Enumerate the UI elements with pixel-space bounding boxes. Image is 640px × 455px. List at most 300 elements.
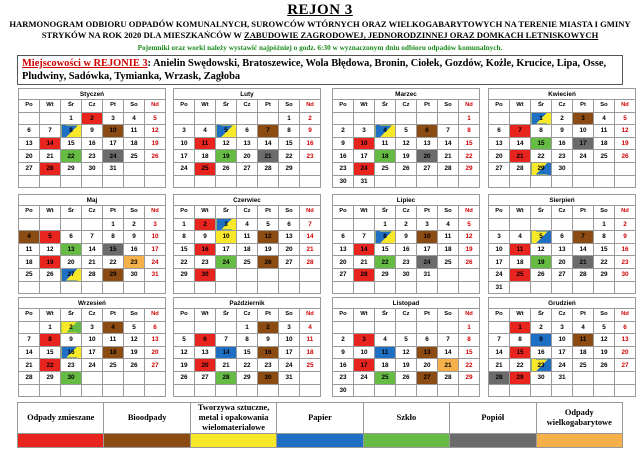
month-name: Wrzesień — [19, 298, 166, 309]
weekday-header: Śr — [375, 309, 396, 322]
weekday-header: Pt — [103, 100, 124, 113]
weekday-header: Pt — [103, 206, 124, 219]
month-name: Marzec — [333, 89, 480, 100]
weekday-header: So — [124, 100, 145, 113]
day-cell: 18 — [300, 346, 321, 359]
day-cell: 5 — [216, 125, 237, 138]
day-cell: 8 — [510, 334, 531, 347]
legend-label: Tworzywa sztuczne, metal i opakowania wielomateriałowe — [190, 403, 276, 434]
weekday-header: Cz — [237, 206, 258, 219]
day-cell: 19 — [459, 243, 480, 256]
day-cell: 4 — [594, 112, 615, 125]
day-cell: 29 — [531, 162, 552, 175]
day-cell: 20 — [417, 150, 438, 163]
weekday-header: Wt — [354, 100, 375, 113]
day-cell: 8 — [174, 231, 195, 244]
day-cell: 30 — [615, 268, 636, 281]
day-cell: 12 — [124, 334, 145, 347]
day-cell: 7 — [40, 125, 61, 138]
day-cell: 21 — [216, 359, 237, 372]
day-cell: 10 — [417, 231, 438, 244]
empty-cell — [145, 371, 166, 384]
day-cell: 16 — [333, 359, 354, 372]
day-cell: 26 — [145, 150, 166, 163]
empty-cell — [300, 162, 321, 175]
day-cell: 26 — [258, 256, 279, 269]
weekday-header: Pt — [417, 309, 438, 322]
legend-swatch — [536, 434, 622, 448]
day-cell: 12 — [396, 346, 417, 359]
empty-cell — [61, 175, 82, 188]
empty-cell — [354, 281, 375, 294]
empty-cell — [237, 268, 258, 281]
day-cell: 1 — [459, 112, 480, 125]
day-cell: 31 — [489, 281, 510, 294]
day-cell: 27 — [61, 268, 82, 281]
day-cell: 2 — [258, 321, 279, 334]
weekday-header: Po — [19, 100, 40, 113]
weekday-header: Po — [333, 309, 354, 322]
weekday-header: Pt — [258, 309, 279, 322]
day-cell: 21 — [258, 150, 279, 163]
empty-cell — [417, 112, 438, 125]
empty-cell — [396, 281, 417, 294]
empty-cell — [174, 321, 195, 334]
day-cell: 24 — [417, 256, 438, 269]
month-name: Czerwiec — [174, 195, 321, 206]
weekday-header: Cz — [552, 100, 573, 113]
day-cell: 13 — [19, 137, 40, 150]
day-cell: 18 — [375, 359, 396, 372]
day-cell: 13 — [417, 137, 438, 150]
legend-swatch — [190, 434, 276, 448]
empty-cell — [552, 281, 573, 294]
day-cell: 21 — [354, 256, 375, 269]
day-cell: 24 — [489, 268, 510, 281]
empty-cell — [354, 321, 375, 334]
weekday-header: Po — [174, 206, 195, 219]
day-cell: 11 — [237, 231, 258, 244]
day-cell: 28 — [300, 256, 321, 269]
day-cell: 4 — [19, 231, 40, 244]
empty-cell — [417, 321, 438, 334]
weekday-header: Wt — [510, 100, 531, 113]
day-cell: 21 — [19, 359, 40, 372]
empty-cell — [573, 384, 594, 397]
day-cell: 5 — [174, 334, 195, 347]
day-cell: 17 — [216, 243, 237, 256]
day-cell: 1 — [40, 321, 61, 334]
day-cell: 26 — [615, 150, 636, 163]
empty-cell — [510, 112, 531, 125]
empty-cell — [573, 175, 594, 188]
empty-cell — [510, 384, 531, 397]
weekday-header: Śr — [531, 206, 552, 219]
day-cell: 21 — [438, 359, 459, 372]
day-cell: 27 — [489, 162, 510, 175]
day-cell: 21 — [489, 359, 510, 372]
day-cell: 2 — [333, 125, 354, 138]
weekday-header: Nd — [615, 309, 636, 322]
empty-cell — [174, 281, 195, 294]
day-cell: 19 — [594, 346, 615, 359]
weekday-header: So — [124, 206, 145, 219]
empty-cell — [300, 175, 321, 188]
empty-cell — [237, 175, 258, 188]
day-cell: 19 — [615, 137, 636, 150]
day-cell: 9 — [615, 231, 636, 244]
day-cell: 28 — [82, 268, 103, 281]
day-cell: 28 — [489, 371, 510, 384]
day-cell: 31 — [279, 371, 300, 384]
weekday-header: Nd — [459, 309, 480, 322]
day-cell: 30 — [258, 371, 279, 384]
day-cell: 15 — [531, 137, 552, 150]
day-cell: 4 — [438, 218, 459, 231]
day-cell: 28 — [40, 162, 61, 175]
empty-cell — [354, 218, 375, 231]
day-cell: 6 — [61, 231, 82, 244]
day-cell: 19 — [396, 150, 417, 163]
day-cell: 29 — [459, 162, 480, 175]
day-cell: 16 — [195, 243, 216, 256]
day-cell: 8 — [103, 231, 124, 244]
day-cell: 8 — [375, 231, 396, 244]
month-name: Luty — [174, 89, 321, 100]
legend-label: Odpady zmieszane — [18, 403, 104, 434]
day-cell: 18 — [594, 137, 615, 150]
empty-cell — [237, 384, 258, 397]
weekday-header: Śr — [375, 206, 396, 219]
empty-cell — [279, 384, 300, 397]
empty-cell — [300, 384, 321, 397]
day-cell: 10 — [489, 243, 510, 256]
day-cell: 17 — [552, 346, 573, 359]
empty-cell — [279, 268, 300, 281]
day-cell: 10 — [174, 137, 195, 150]
day-cell: 15 — [61, 137, 82, 150]
empty-cell — [573, 371, 594, 384]
day-cell: 29 — [103, 268, 124, 281]
empty-cell — [375, 281, 396, 294]
day-cell: 23 — [333, 371, 354, 384]
empty-cell — [216, 268, 237, 281]
day-cell: 16 — [300, 137, 321, 150]
day-cell: 5 — [396, 334, 417, 347]
day-cell: 8 — [531, 125, 552, 138]
day-cell: 21 — [438, 150, 459, 163]
empty-cell — [615, 175, 636, 188]
weekday-header: Po — [174, 309, 195, 322]
day-cell: 7 — [438, 125, 459, 138]
empty-cell — [417, 175, 438, 188]
day-cell: 15 — [40, 346, 61, 359]
weekday-header: Po — [333, 100, 354, 113]
legend-label: Popiół — [450, 403, 536, 434]
day-cell: 5 — [459, 218, 480, 231]
day-cell: 23 — [552, 150, 573, 163]
weekday-header: So — [594, 206, 615, 219]
empty-cell — [216, 175, 237, 188]
day-cell: 13 — [417, 346, 438, 359]
weekday-header: Nd — [300, 100, 321, 113]
day-cell: 16 — [552, 137, 573, 150]
month-name: Kwiecień — [489, 89, 636, 100]
day-cell: 12 — [459, 231, 480, 244]
day-cell: 13 — [333, 243, 354, 256]
weekday-header: Śr — [216, 206, 237, 219]
day-cell: 13 — [615, 334, 636, 347]
day-cell: 4 — [375, 334, 396, 347]
day-cell: 23 — [531, 359, 552, 372]
day-cell: 3 — [354, 125, 375, 138]
day-cell: 24 — [216, 256, 237, 269]
empty-cell — [459, 268, 480, 281]
weekday-header: Nd — [459, 100, 480, 113]
day-cell: 25 — [19, 268, 40, 281]
day-cell: 16 — [531, 346, 552, 359]
day-cell: 6 — [552, 231, 573, 244]
day-cell: 20 — [489, 150, 510, 163]
day-cell: 11 — [438, 231, 459, 244]
day-cell: 7 — [82, 231, 103, 244]
day-cell: 30 — [82, 162, 103, 175]
day-cell: 30 — [61, 371, 82, 384]
day-cell: 20 — [333, 256, 354, 269]
day-cell: 9 — [195, 231, 216, 244]
schedule-heading-line2 — [0, 30, 640, 41]
empty-cell — [531, 384, 552, 397]
day-cell: 24 — [82, 359, 103, 372]
day-cell: 30 — [195, 268, 216, 281]
day-cell: 13 — [195, 346, 216, 359]
empty-cell — [396, 175, 417, 188]
weekday-header: Pt — [258, 206, 279, 219]
day-cell: 25 — [237, 256, 258, 269]
day-cell: 16 — [615, 243, 636, 256]
day-cell: 6 — [237, 125, 258, 138]
month-name: Listopad — [333, 298, 480, 309]
day-cell: 2 — [124, 218, 145, 231]
empty-cell — [489, 384, 510, 397]
day-cell: 20 — [145, 346, 166, 359]
empty-cell — [124, 175, 145, 188]
day-cell: 3 — [417, 218, 438, 231]
empty-cell — [40, 218, 61, 231]
day-cell: 8 — [237, 334, 258, 347]
empty-cell — [40, 384, 61, 397]
empty-cell — [19, 218, 40, 231]
day-cell: 27 — [552, 268, 573, 281]
legend-label: Szkło — [363, 403, 449, 434]
weekday-header: So — [438, 100, 459, 113]
day-cell: 23 — [333, 162, 354, 175]
day-cell: 1 — [510, 321, 531, 334]
day-cell: 5 — [124, 321, 145, 334]
day-cell: 17 — [174, 150, 195, 163]
day-cell: 19 — [40, 256, 61, 269]
empty-cell — [573, 162, 594, 175]
day-cell: 16 — [124, 243, 145, 256]
day-cell: 7 — [573, 231, 594, 244]
day-cell: 28 — [438, 162, 459, 175]
day-cell: 24 — [145, 256, 166, 269]
legend-swatch — [363, 434, 449, 448]
day-cell: 24 — [573, 150, 594, 163]
day-cell: 22 — [459, 359, 480, 372]
empty-cell — [124, 384, 145, 397]
empty-cell — [438, 281, 459, 294]
empty-cell — [124, 162, 145, 175]
day-cell: 9 — [82, 125, 103, 138]
day-cell: 12 — [396, 137, 417, 150]
empty-cell — [594, 371, 615, 384]
day-cell: 13 — [61, 243, 82, 256]
legend-swatch — [450, 434, 536, 448]
empty-cell — [615, 281, 636, 294]
day-cell: 29 — [375, 268, 396, 281]
empty-cell — [40, 175, 61, 188]
day-cell: 4 — [573, 321, 594, 334]
day-cell: 14 — [354, 243, 375, 256]
empty-cell — [333, 321, 354, 334]
day-cell: 1 — [61, 112, 82, 125]
weekday-header: So — [594, 309, 615, 322]
month-calendar — [332, 88, 480, 188]
day-cell: 7 — [216, 334, 237, 347]
day-cell: 4 — [103, 321, 124, 334]
day-cell: 23 — [258, 359, 279, 372]
day-cell: 2 — [61, 321, 82, 334]
day-cell: 21 — [300, 243, 321, 256]
day-cell: 27 — [279, 256, 300, 269]
empty-cell — [195, 321, 216, 334]
day-cell: 28 — [216, 371, 237, 384]
day-cell: 9 — [333, 137, 354, 150]
weekday-header: Cz — [396, 206, 417, 219]
empty-cell — [19, 112, 40, 125]
day-cell: 4 — [375, 125, 396, 138]
day-cell: 28 — [438, 371, 459, 384]
day-cell: 31 — [552, 371, 573, 384]
empty-cell — [489, 112, 510, 125]
day-cell: 2 — [531, 321, 552, 334]
weekday-header: Pt — [417, 100, 438, 113]
legend-label: Odpady wielkogabarytowe — [536, 403, 622, 434]
empty-cell — [300, 371, 321, 384]
weekday-header: So — [124, 309, 145, 322]
empty-cell — [103, 281, 124, 294]
day-cell: 3 — [174, 125, 195, 138]
day-cell: 3 — [82, 321, 103, 334]
empty-cell — [552, 218, 573, 231]
empty-cell — [438, 384, 459, 397]
day-cell: 6 — [195, 334, 216, 347]
empty-cell — [82, 218, 103, 231]
empty-cell — [258, 175, 279, 188]
day-cell: 30 — [531, 371, 552, 384]
empty-cell — [354, 384, 375, 397]
day-cell: 15 — [375, 243, 396, 256]
empty-cell — [82, 384, 103, 397]
empty-cell — [145, 384, 166, 397]
day-cell: 8 — [61, 125, 82, 138]
empty-cell — [124, 281, 145, 294]
day-cell: 22 — [174, 256, 195, 269]
day-cell: 9 — [300, 125, 321, 138]
weekday-header: Cz — [552, 309, 573, 322]
day-cell: 1 — [531, 112, 552, 125]
empty-cell — [216, 281, 237, 294]
day-cell: 21 — [573, 256, 594, 269]
weekday-header: Pt — [573, 206, 594, 219]
day-cell: 13 — [145, 334, 166, 347]
day-cell: 4 — [195, 125, 216, 138]
day-cell: 22 — [531, 150, 552, 163]
day-cell: 29 — [594, 268, 615, 281]
weekday-header: Wt — [195, 206, 216, 219]
day-cell: 25 — [594, 150, 615, 163]
day-cell: 31 — [354, 175, 375, 188]
empty-cell — [510, 218, 531, 231]
day-cell: 1 — [237, 321, 258, 334]
day-cell: 12 — [174, 346, 195, 359]
day-cell: 21 — [40, 150, 61, 163]
day-cell: 17 — [82, 346, 103, 359]
weekday-header: Nd — [459, 206, 480, 219]
day-cell: 28 — [573, 268, 594, 281]
weekday-header: So — [279, 100, 300, 113]
day-cell: 25 — [375, 371, 396, 384]
empty-cell — [258, 281, 279, 294]
day-cell: 26 — [531, 268, 552, 281]
day-cell: 30 — [333, 175, 354, 188]
legend-swatch — [104, 434, 190, 448]
day-cell: 23 — [300, 150, 321, 163]
day-cell: 14 — [438, 346, 459, 359]
day-cell: 10 — [354, 137, 375, 150]
empty-cell — [19, 281, 40, 294]
day-cell: 17 — [573, 137, 594, 150]
day-cell: 29 — [510, 371, 531, 384]
month-calendar — [173, 88, 321, 188]
heading-line2-text: STRYKÓW NA ROK 2020 DLA MIESZKAŃCÓW W — [41, 30, 244, 40]
weekday-header: Cz — [396, 100, 417, 113]
legend-label: Papier — [277, 403, 363, 434]
day-cell: 9 — [552, 125, 573, 138]
empty-cell — [489, 175, 510, 188]
empty-cell — [174, 175, 195, 188]
day-cell: 10 — [216, 231, 237, 244]
day-cell: 16 — [82, 137, 103, 150]
empty-cell — [594, 175, 615, 188]
empty-cell — [438, 112, 459, 125]
day-cell: 11 — [573, 334, 594, 347]
day-cell: 8 — [279, 125, 300, 138]
day-cell: 15 — [510, 346, 531, 359]
empty-cell — [594, 384, 615, 397]
day-cell: 26 — [396, 162, 417, 175]
day-cell: 2 — [195, 218, 216, 231]
day-cell: 10 — [573, 125, 594, 138]
day-cell: 28 — [354, 268, 375, 281]
weekday-header: So — [279, 206, 300, 219]
day-cell: 10 — [279, 334, 300, 347]
weekday-header: Cz — [396, 309, 417, 322]
day-cell: 27 — [19, 162, 40, 175]
day-cell: 20 — [417, 359, 438, 372]
month-name: Październik — [174, 298, 321, 309]
